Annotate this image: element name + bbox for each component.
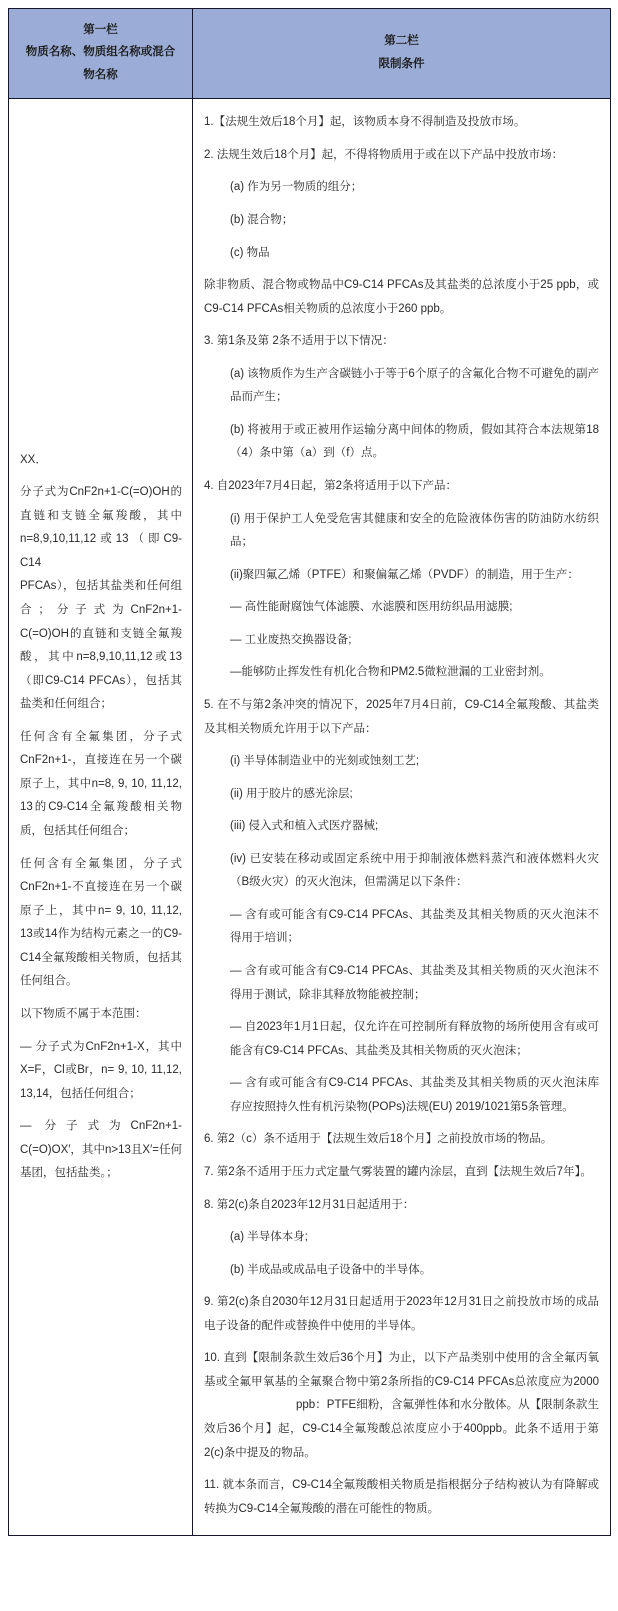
item-3a: (a) 该物质作为生产含碳链小于等于6个原子的含氟化合物不可避免的副产品而产生； [230, 367, 599, 404]
item-11: 11. 就本条而言，C9-C14全氟羧酸相关物质是指根据分子结构被认为有降解或转换为C9-C14全氟羧酸的潜在可能性的物质。 [204, 1479, 599, 1515]
item-5iv-d2: — 含有或可能含有C9-C14 PFCAs、其盐类及其相关物质的灭火泡沫不得用于测试，除非其释放物能被控制； [230, 965, 599, 1001]
item-8b: (b) 半成品或成品电子设备中的半导体。 [230, 1263, 432, 1276]
header-column-two-line-2: 限制条件 [378, 57, 425, 70]
header-column-one-line-3: 物名称 [83, 68, 118, 81]
substance-paragraph: 分子式为CnF2n+1-C(=O)OH的直链和支链全氟羧酸，其中n=8,9,10,11,12或13（即C9-C14PFCAs），包括其盐类和任何组合；分子式为CnF2n+1-C(=O)OH的直链和支链全氟羧酸，其中n=8,9,10,11,12或13（即C9-C14 PFCAs），包括其盐类和任何组合； [20, 486, 182, 711]
substance-paragraph: XX． [20, 453, 47, 466]
item-5: 5. 在不与第2条冲突的情况下，2025年7月4日前，C9-C14全氟羧酸、其盐类及其相关物质允许用于以下产品： [204, 698, 599, 735]
item-5iii: (iii) 侵入式和植入式医疗器械; [230, 820, 379, 833]
table-row [9, 99, 611, 1536]
table-body [9, 99, 611, 1536]
restriction-conditions-paragraphs [204, 111, 599, 1521]
item-2: 2. 法规生效后18个月】起，不得将物质用于或在以下产品中投放市场： [204, 148, 564, 161]
substance-paragraph: — 分子式为CnF2n+1-C(=O)OX′，其中n>13且X′=任何基团，包括盐类。； [20, 1120, 182, 1180]
header-cell-column-one [9, 9, 193, 99]
restriction-conditions-cell [193, 99, 611, 1536]
table-header [9, 9, 611, 99]
item-10: 10. 直到【限制条款生效后36个月】为止，以下产品类别中使用的含全氟丙氧基或全氟甲氧基的全氟聚合物中第2条所指的C9-C14 PFCAs总浓度应为2000ppb：PTFE细粉，含氟弹性体和水分散体。从【限制条款生效后36个月】起，C9-C14全氟羧酸总浓度应小于400ppb。此条不适用于第2(c)条中提及的物品。 [204, 1352, 599, 1459]
item-2-note: 除非物质、混合物或物品中C9-C14 PFCAs及其盐类的总浓度小于25 ppb，或C9-C14 PFCAs相关物质的总浓度小于260 ppb。 [204, 279, 599, 315]
item-1: 1.【法规生效后18个月】起，该物质本身不得制造及投放市场。 [204, 116, 526, 129]
header-column-one-line-1: 第一栏 [83, 24, 118, 36]
item-5iv-d4: — 含有或可能含有C9-C14 PFCAs、其盐类及其相关物质的灭火泡沫库存应按照持久性有机污染物(POPs)法规(EU) 2019/1021第5条管理。 [230, 1077, 599, 1113]
item-4ii-d2: — 工业废热交换器设备; [230, 633, 352, 646]
item-2a: (a) 作为另一物质的组分； [230, 181, 363, 194]
item-5iv-d3: — 自2023年1月1日起，仅允许在可控制所有释放物的场所使用含有或可能含有C9-C14 PFCAs、其盐类及其相关物质的灭火泡沫； [230, 1021, 599, 1057]
header-cell-column-two [193, 9, 611, 99]
substance-paragraph: — 分子式为CnF2n+1-X，其中X=F，Cl或Br，n= 9, 10, 11,12, 13,14，包括任何组合； [20, 1040, 182, 1100]
item-9: 9. 第2(c)条自2030年12月31日起适用于2023年12月31日之前投放市场的成品电子设备的配件或替换件中使用的半导体。 [204, 1296, 599, 1332]
item-3b: (b) 将被用于或正被用作运输分离中间体的物质，假如其符合本法规第18（4）条中第（a）到（f）点。 [230, 423, 599, 460]
header-column-two-line-1: 第二栏 [384, 35, 419, 48]
item-5iv-d1: — 含有或可能含有C9-C14 PFCAs、其盐类及其相关物质的灭火泡沫不得用于培训； [230, 908, 599, 945]
item-3: 3. 第1条及第 2条不适用于以下情况： [204, 335, 394, 348]
item-2c: (c) 物品 [230, 246, 270, 259]
table-header-row [9, 9, 611, 99]
restriction-table [8, 8, 611, 1536]
item-4ii-d3: —能够防止挥发性有机化合物和PM2.5微粒泄漏的工业密封剂。 [230, 666, 551, 679]
substance-name-paragraphs [20, 449, 182, 1186]
item-4i: (i) 用于保护工人免受危害其健康和安全的危险液体伤害的防油防水纺织品； [230, 512, 599, 549]
substance-paragraph: 任何含有全氟集团，分子式CnF2n+1-不直接连在另一个碳原子上，其中n= 9, 10, 11,12, 13或14作为结构元素之一的C9-C14全氟羧酸相关物质，包括其任何组合。 [20, 857, 182, 988]
item-4ii: (ii)聚四氟乙烯（PTFE）和聚偏氟乙烯（PVDF）的制造，用于生产： [230, 568, 579, 581]
substance-name-cell [9, 99, 193, 1536]
substance-paragraph: 以下物质不属于本范围： [20, 1007, 147, 1020]
item-8a: (a) 半导体本身; [230, 1231, 308, 1244]
item-6: 6. 第2（c）条不适用于【法规生效后18个月】之前投放市场的物品。 [204, 1133, 553, 1146]
substance-paragraph: 任何含有全氟集团，分子式CnF2n+1-，直接连在另一个碳原子上，其中n=8, 9, 10, 11,12, 13的C9-C14全氟羧酸相关物质，包括其任何组合； [20, 730, 182, 838]
item-5iv: (iv) 已安装在移动或固定系统中用于抑制液体燃料蒸汽和液体燃料火灾（B级火灾）的灭火泡沫，但需满足以下条件： [230, 852, 599, 889]
item-4: 4. 自2023年7月4日起，第2条将适用于以下产品： [204, 480, 458, 493]
item-2b: (b) 混合物； [230, 213, 294, 226]
item-5i: (i) 半导体制造业中的光刻或蚀刻工艺; [230, 755, 420, 768]
item-8: 8. 第2(c)条自2023年12月31日起适用于： [204, 1198, 415, 1211]
item-4ii-d1: — 高性能耐腐蚀气体滤膜、水滤膜和医用纺织品用滤膜; [230, 601, 513, 614]
item-5ii: (ii) 用于胶片的感光涂层; [230, 787, 353, 800]
item-7: 7. 第2条不适用于压力式定量气雾装置的罐内涂层，直到【法规生效后7年】。 [204, 1165, 592, 1178]
header-column-one-line-2: 物质名称、物质组名称或混合 [25, 46, 176, 59]
